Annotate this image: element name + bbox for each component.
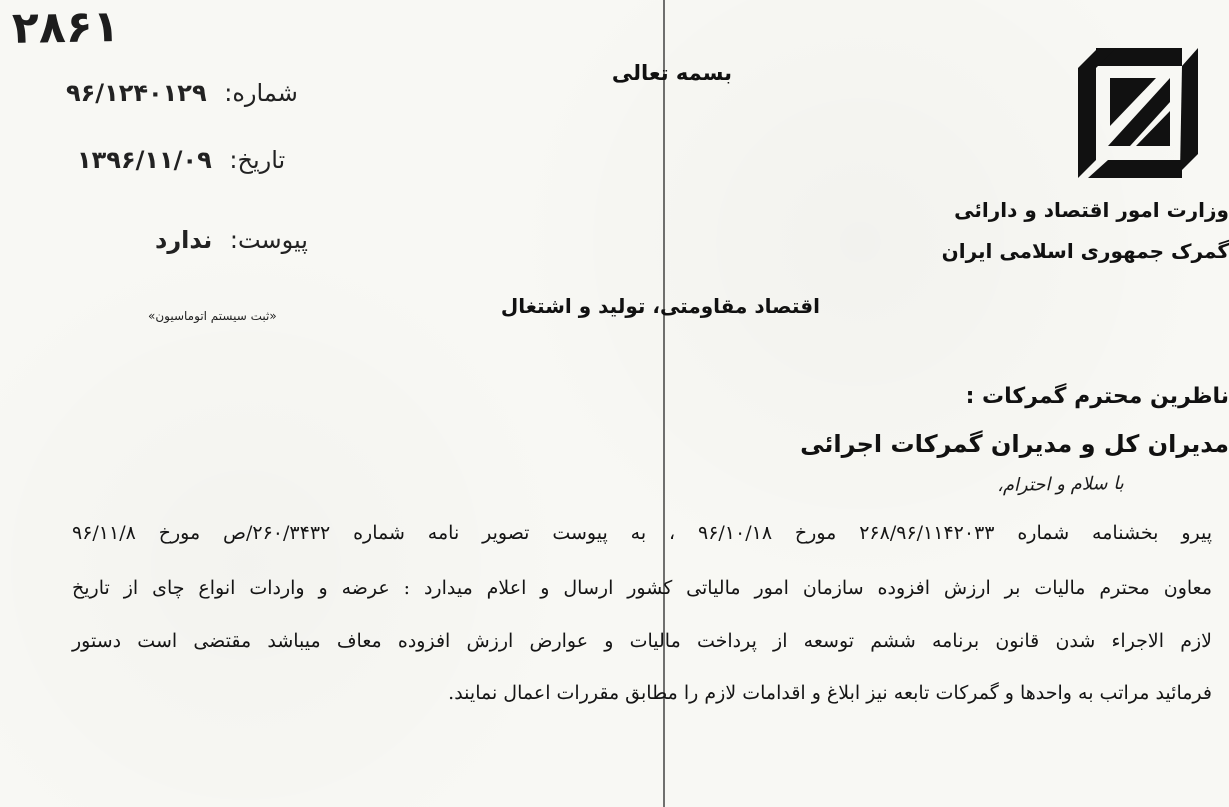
letter-number-label: شماره: [224, 79, 298, 107]
basmala-heading: بسمه تعالی [611, 61, 732, 85]
attachment-row [155, 226, 308, 254]
addressee-heading-1: ناظرین محترم گمرکات : [965, 384, 1229, 409]
letter-number-row [66, 79, 298, 107]
letter-number-value: ۹۶/۱۲۴۰۱۲۹ [66, 79, 207, 107]
attachment-value: ندارد [155, 226, 213, 254]
letter-date-row [77, 146, 285, 174]
body-line-2: معاون محترم مالیات بر ارزش افزوده سازمان امور مالیاتی کشور ارسال و اعلام میدارد : عرضه و واردات انواع چای از تاریخ [72, 577, 1213, 599]
body-line-4: فرمائید مراتب به واحدها و گمرکات تابعه نیز ابلاغ و اقدامات لازم را مطابق مقررات اعمال نمایند. [448, 682, 1212, 704]
slogan: اقتصاد مقاومتی، تولید و اشتغال [500, 294, 820, 318]
attachment-label: پیوست: [229, 226, 308, 254]
customs-logo-icon [1078, 48, 1198, 178]
customs-name: گمرک جمهوری اسلامی ایران [941, 239, 1229, 263]
addressee-heading-2: مدیران کل و مدیران گمرکات اجرائی [800, 430, 1229, 458]
greeting-line: با سلام و احترام، [997, 472, 1125, 497]
automation-stamp-text: «ثبت سیستم اتوماسیون» [148, 309, 277, 323]
letter-date-value: ۱۳۹۶/۱۱/۰۹ [77, 146, 212, 174]
body-line-3: لازم الاجراء شدن قانون برنامه ششم توسعه از پرداخت مالیات و عوارض ارزش افزوده معاف میباشد مقتضی است دستور [72, 630, 1212, 652]
handwritten-number: ۲۸۶۱ [11, 1, 120, 54]
letter-date-label: تاریخ: [229, 146, 286, 174]
body-line-1: پیرو بخشنامه شماره ۲۶۸/۹۶/۱۱۴۲۰۳۳ مورخ ۹۶/۱۰/۱۸ ، به پیوست تصویر نامه شماره ۲۶۰/۳۴۳۲/ص مورخ ۹۶/۱۱/۸ [72, 522, 1212, 544]
ministry-name: وزارت امور اقتصاد و دارائی [954, 198, 1229, 222]
